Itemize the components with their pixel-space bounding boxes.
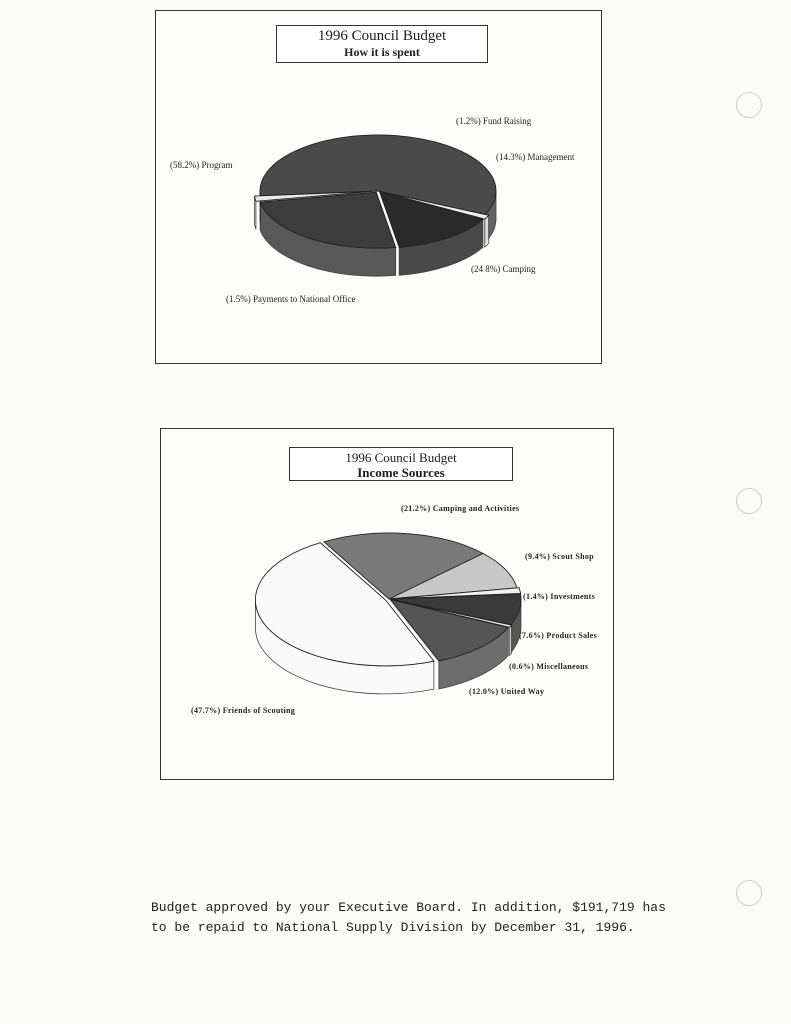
expense-pie-chart — [156, 11, 601, 363]
slice-label-united-way: (12.0%) United Way — [469, 687, 545, 696]
slice-label-friends-of-scouting: (47.7%) Friends of Scouting — [191, 706, 296, 715]
chart-subtitle: How it is spent — [344, 45, 420, 59]
punch-hole — [736, 488, 762, 514]
slice-label-fund-raising: (1.2%) Fund Raising — [456, 116, 532, 126]
slice-label-camping: (24 8%) Camping — [471, 264, 536, 274]
slice-label-program: (58.2%) Program — [170, 160, 233, 170]
chart-subtitle: Income Sources — [357, 465, 445, 480]
slice-label-camping-and-activities: (21.2%) Camping and Activities — [401, 504, 520, 513]
slice-label-management: (14.3%) Management — [496, 152, 575, 162]
punch-hole — [736, 880, 762, 906]
slice-label-product-sales: (7.6%) Product Sales — [519, 631, 598, 640]
income-pie-chart — [161, 429, 613, 779]
footer-line: Budget approved by your Executive Board. In addition, $191,719 has — [151, 900, 666, 915]
footer-line: to be repaid to National Supply Division by December 31, 1996. — [151, 920, 635, 935]
income-chart-frame — [160, 428, 614, 780]
slice-label-payments-to-national-office: (1.5%) Payments to National Office — [226, 294, 356, 304]
slice-label-scout-shop: (9.4%) Scout Shop — [525, 552, 594, 561]
expense-chart-frame — [155, 10, 602, 364]
chart-title: 1996 Council Budget — [345, 450, 457, 465]
slice-label-investments: (1.4%) Investments — [523, 592, 596, 601]
pie-slice-side-fund-raising — [485, 215, 489, 247]
slice-label-miscellaneous: (0.6%) Miscellaneous — [509, 662, 589, 671]
pie-slice-side-miscellaneous — [510, 625, 512, 655]
punch-hole — [736, 92, 762, 118]
chart-title: 1996 Council Budget — [317, 28, 447, 44]
footer-note — [151, 898, 711, 938]
